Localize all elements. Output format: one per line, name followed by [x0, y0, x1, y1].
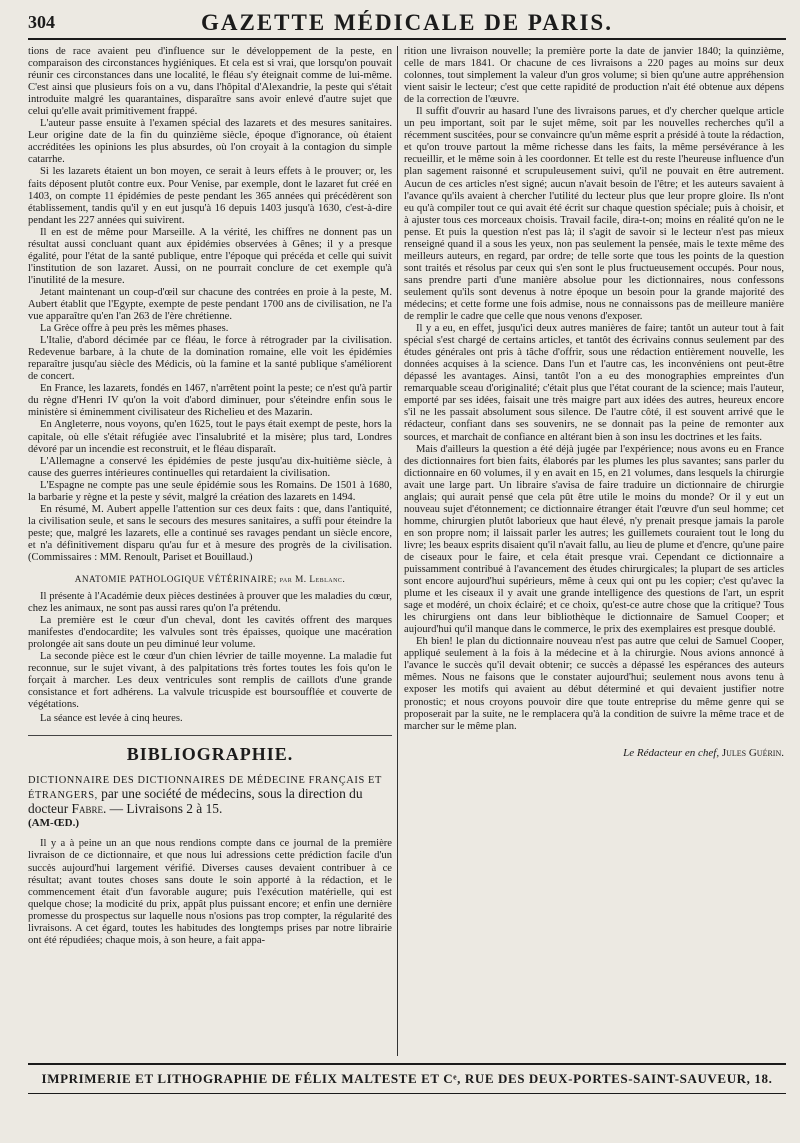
- footer-rule: [28, 1063, 786, 1065]
- paragraph: Il y a eu, en effet, jusqu'ici deux autres manières de faire; tantôt un auteur tout à fait spécial s'est chargé de certains articles, et tantôt des écrivains connus seulement par des études générales ont pris à tâche d'offrir, sous une rédaction entièrement nouvelle, les données acquises à la science. Dans l'un et l'autre cas, les inconvéniens ont peut-être dépassé les avantages. Ainsi, tantôt l'on a eu des monographies empreintes d'un remarquable sceau d'originalité; c'était plus que l'état courant de la science; mais l'auteur, emporté par ses idées, faisait une très maigre part aux idées des autres, heureux encore s'il ne les passait absolument sous silence. De l'autre côté, il est souvent arrivé que le rédacteur, confiant dans ses souvenirs, ne se donnait pas la peine de remonter aux sources, et marchait de confiance en altérant bien à son insu les doctrines et les faits.: [404, 323, 784, 443]
- paragraph: Il en est de même pour Marseille. A la vérité, les chiffres ne donnent pas un résultat aussi concluant quant aux épidémies observées à Gênes; il y a presque égalité, pour l'état de la santé publique, entre l'époque qui précéda et celle qui suivit l'institution de son lazaret. Aussi, on ne pourrait conclure de cet exemple qu'à l'inutilité de la mesure.: [28, 226, 392, 286]
- section-title-caps: ANATOMIE PATHOLOGIQUE VÉTÉRINAIRE: [74, 574, 274, 585]
- work-title-caps: DICTIONNAIRE DES DICTIONNAIRES DE MÉDECINE FRANÇAIS ET ÉTRANGERS,: [28, 774, 382, 801]
- bibliography-heading: BIBLIOGRAPHIE.: [126, 743, 294, 764]
- paragraph: En France, les lazarets, fondés en 1467, n'arrêtent point la peste; ce n'est qu'à partir du règne d'Henri IV qu'on la voit d'abord diminuer, pour s'éteindre enfin sous le ministère si éminemment civilisateur des Richelieu et des Mazarin.: [28, 383, 392, 419]
- section-title-author: ; par M. Leblanc.: [273, 574, 346, 585]
- paragraph: En résumé, M. Aubert appelle l'attention sur ces deux faits : que, dans l'antiquité, la civilisation seule, et sans le secours des mesures sanitaires, a suffi pour éteindre la peste; que, malgré les lazarets, elle a continué ses ravages pendant un siècle encore, et n'a définitivement disparu qu'au fur et à mesure des progrès de la civilisation. (Commissaires : MM. Renoult, Pariset et Bouillaud.): [28, 503, 392, 563]
- signature-name: Jules Guérin.: [721, 746, 784, 759]
- paragraph: Jetant maintenant un coup-d'œil sur chacune des contrées en proie à la peste, M. Aubert établit que l'Egypte, exempte de peste pendant 1700 ans de civilisation, ne l'a vue apparaître qu'en l'an 263 de l'ère chrétienne.: [28, 286, 392, 323]
- paragraph: L'Allemagne a conservé les épidémies de peste jusqu'au dix-huitième siècle, à cause des guerres intérieures continuelles qui retardaient la civilisation.: [28, 455, 392, 479]
- paragraph: L'auteur passe ensuite à l'examen spécial des lazarets et des mesures sanitaires. Leur origine date de la fin du quinzième siècle, époque d'ignorance, où étaient accréditées les opinions les plus absurdes, où l'on croyait à la contagion du simple catarrhe.: [28, 118, 392, 166]
- left-column: [28, 46, 392, 1052]
- running-title: GAZETTE MÉDICALE DE PARIS.: [201, 10, 613, 35]
- page-number: 304: [28, 12, 55, 32]
- paragraph: L'Espagne ne compte pas une seule épidémie sous les Romains. De 1501 à 1680, la barbarie y règne et la peste y sévit, malgré la création des lazarets en 1494.: [28, 479, 392, 503]
- paragraph: rition une livraison nouvelle; la première porte la date de janvier 1840; la quinzième, celle de mars 1841. Or chacune de ces livraisons a 220 pages au moins sur deux colonnes, tout simplement la valeur d'un gros volume; si bien qu'une autre appréhension vient saisir le lecteur; c'est que cette rapidité de production n'ait été obtenue aux dépens de la correction de l'œuvre.: [404, 46, 784, 106]
- page-header: [28, 10, 786, 40]
- editor-signature: [404, 747, 784, 759]
- section-title: [28, 573, 392, 585]
- right-column: [404, 46, 784, 1062]
- work-title-issues: . — Livraisons 2 à 15.: [102, 801, 223, 817]
- work-title-volumes: (AM-ŒD.): [28, 817, 80, 830]
- section-divider: [28, 735, 392, 736]
- paragraph: La première est le cœur d'un cheval, dont les cavités offrent des marques manifestes d'endocardite; les valvules sont très épaisses, quoique une macération prolongée ait sans doute un peu diminué leur volume.: [28, 615, 392, 651]
- printer-imprint: IMPRIMERIE ET LITHOGRAPHIE DE FÉLIX MALTESTE ET Cᵉ, RUE DES DEUX-PORTES-SAINT-SAUVEUR, 18.: [41, 1071, 773, 1086]
- work-title-director: Fabre: [71, 801, 103, 817]
- paragraph: En Angleterre, nous voyons, qu'en 1625, tout le pays était exempt de peste, hors la capitale, où elle s'était réfugiée avec l'insalubrité et la misère; plus tard, Londres dévoré par un incendie est reconstruit, et le fléau disparaît.: [28, 419, 392, 455]
- paragraph: Si les lazarets étaient un bon moyen, ce serait à leurs effets à le prouver; or, les faits déposent plutôt contre eux. Pour Venise, par exemple, dont le lazaret fut créé en 1403, on compte 11 épidémies de peste pendant les 365 années qui précédèrent son établissement, tandis qu'il y en eut jusqu'à 16 depuis 1403 jusqu'à 1630, c'est-à-dire pendant les 227 années qui suivirent.: [28, 166, 392, 226]
- paragraph: Eh bien! le plan du dictionnaire nouveau n'est pas autre que celui de Samuel Cooper, appliqué seulement à la fois à la médecine et à la chirurgie. Nous avions annoncé à l'avance le succès qu'il devait obtenir; ce succès a dépassé les espérances des auteurs mêmes. Nous ne faisons que le constater aujourd'hui; seulement nous avons tenu à exposer les motifs qui avaient au début déterminé et qui devaient justifier notre pronostic; et nous croyons pouvoir dire que toute entreprise du même genre qui se proposerait par la suite, ne le remplacera qu'à la condition de suivre la même trace et de marcher sur le même plan.: [404, 636, 784, 732]
- signature-role: Le Rédacteur en chef,: [623, 746, 720, 759]
- paragraph: Mais d'ailleurs la question a été déjà jugée par l'expérience; nous avons eu en France des dictionnaires fort bien faits, élaborés par les plumes les plus savantes; sans parler du dictionnaire en 60 volumes, il y en avait en 15, en 21 volumes, dans lesquels la chirurgie avait une large part. Un libraire s'avisa de faire traduire un dictionnaire de chirurgie anglais; qui aurait pensé que cela pût être utile le moins du monde? Or il y eut un nouveau sujet d'étonnement; ce dictionnaire étranger était l'œuvre d'un seul homme; cet homme, chirurgien plutôt laborieux que haut élevé, n'y prenait presque jamais la parole en son propre nom; il laissait parler les autres; les guillemets couraient tout le long du livre; les beaux esprits disaient qu'il n'avait fallu, au lieu de plume et d'encre, qu'une paire de ciseaux pour le faire, et cela était presque vrai. Cependant ce dictionnaire a puissamment contribué à l'avancement des études chirurgicales; la plupart de ses articles sont encore aujourd'hui supérieurs, même à ceux qui ont pu les copier; c'est qu'avec la plume et les ciseaux il y avait une grande intelligence des questions de l'art, un esprit sage et modéré, un choix éclairé; et ce choix, qu'est-ce autre chose que la critique? Tous les chirurgiens ont dans leur bibliothèque le dictionnaire de Samuel Cooper; et aujourd'hui qu'il manque dans le commerce, le prix des exemplaires est presque doublé.: [404, 443, 784, 636]
- paragraph: La seconde pièce est le cœur d'un chien lévrier de taille moyenne. La maladie fut reconnue, sur le sujet vivant, à des palpitations très fortes toutes les fois qu'on le forçait à marcher. Les deux ventricules sont remplis de caillots d'une grande consistance et fort adhérens. La valvule tricuspide est boursoufflée et couverte de végétations.: [28, 651, 392, 711]
- paragraph: tions de race avaient peu d'influence sur le développement de la peste, en comparaison des circonstances hygiéniques. Et cela est si vrai, que lorsqu'on pouvait réunir ces circonstances dans une localité, le fléau s'y éteignait comme de lui-même. C'est ainsi que plusieurs fois on a vu, dans l'hôpital d'Alexandrie, la peste qui s'était introduite malgré les quarantaines, disparaître sans avoir enlevé d'autre sujet que celui qu'elle avait primitivement frappé.: [28, 46, 392, 118]
- work-title: [28, 774, 392, 831]
- session-closing: La séance est levée à cinq heures.: [40, 712, 183, 724]
- paragraph: Il suffit d'ouvrir au hasard l'une des livraisons parues, et d'y chercher quelque article un peu important, soit par le sujet même, soit par les nouvelles recherches qu'il a récemment suscitées, pour se convaincre qu'un même esprit a présidé à toute la rédaction, et qu'on trouve partout la même richesse dans les faits, la même persévérance à les recueillir, et le même soin à les coordonner. Et telle est du reste l'heureuse influence d'un plan sagement raisonné et scrupuleusement suivi, qu'il ne pouvait en être autrement. Aucun de ces articles n'est signé; aucun n'avait besoin de l'être; et les auteurs savaient à l'avance qu'ils avaient à chercher l'utilité du lecteur plus que leur propre gloire. Ils n'ont eu qu'à compiler tout ce qui avait été écrit sur chaque question spéciale; puis à choisir, et à ajuster tous ces morceaux choisis. Travail facile, dira-t-on; moins en réalité qu'on ne le pense. Et puis la question n'est pas là; il s'agit de savoir si le lecteur n'est pas mieux renseigné quand il a sous les yeux, non pas seulement la pensée, mais le texte même des meilleurs auteurs, en regard, par ordre; de telle sorte que tous les points de la question sont traités et résolus par ceux qui s'en sont le plus fructueusement occupés. Pour nous, sans prendre parti d'une manière absolue pour les dictionnaires, nous confessons seulement qu'ils sont devenus à notre époque un besoin pour la grande majorité des médecins; et cette forme une fois admise, nous ne connaissons pas de meilleure manière de remplir le cadre que celle que nous venons d'exposer.: [404, 106, 784, 323]
- paragraph: Il présente à l'Académie deux pièces destinées à prouver que les maladies du cœur, chez les animaux, ne sont pas aussi rares qu'on l'a prétendu.: [28, 591, 392, 615]
- work-title-rest: par une société de médecins, sous la direction du docteur: [28, 785, 363, 817]
- paragraph: L'Italie, d'abord décimée par ce fléau, le force à rétrograder par la civilisation. Redevenue barbare, à la chute de la domination romaine, elle voit les épidémies reparaître jusqu'au siècle des Médicis, où la famine et la santé publique s'améliorent de concert.: [28, 335, 392, 383]
- paragraph: La Grèce offre à peu près les mêmes phases.: [40, 323, 229, 335]
- paragraph: Il y a à peine un an que nous rendions compte dans ce journal de la première livraison de ce dictionnaire, et que nous lui adressions cette prédiction facile d'un succès aujourd'hui largement vérifié. Diverses causes devaient contribuer à ce résultat; avant toutes choses sans doute le soin apporté à la rédaction, et le commencement était d'un favorable augure; puis l'exécution matérielle, qui est quelque chose; la modicité du prix, appât plus puissant encore; et enfin une dernière promesse du prospectus sur laquelle nous n'osions pas trop compter, la régularité des livraisons. A cet égard, toutes les habitudes des longtemps prises par notre librairie ont été répudiées; chaque mois, à son heure, a fait appa-: [28, 838, 392, 946]
- footer-rule: [28, 1093, 786, 1094]
- column-divider: [397, 46, 398, 1056]
